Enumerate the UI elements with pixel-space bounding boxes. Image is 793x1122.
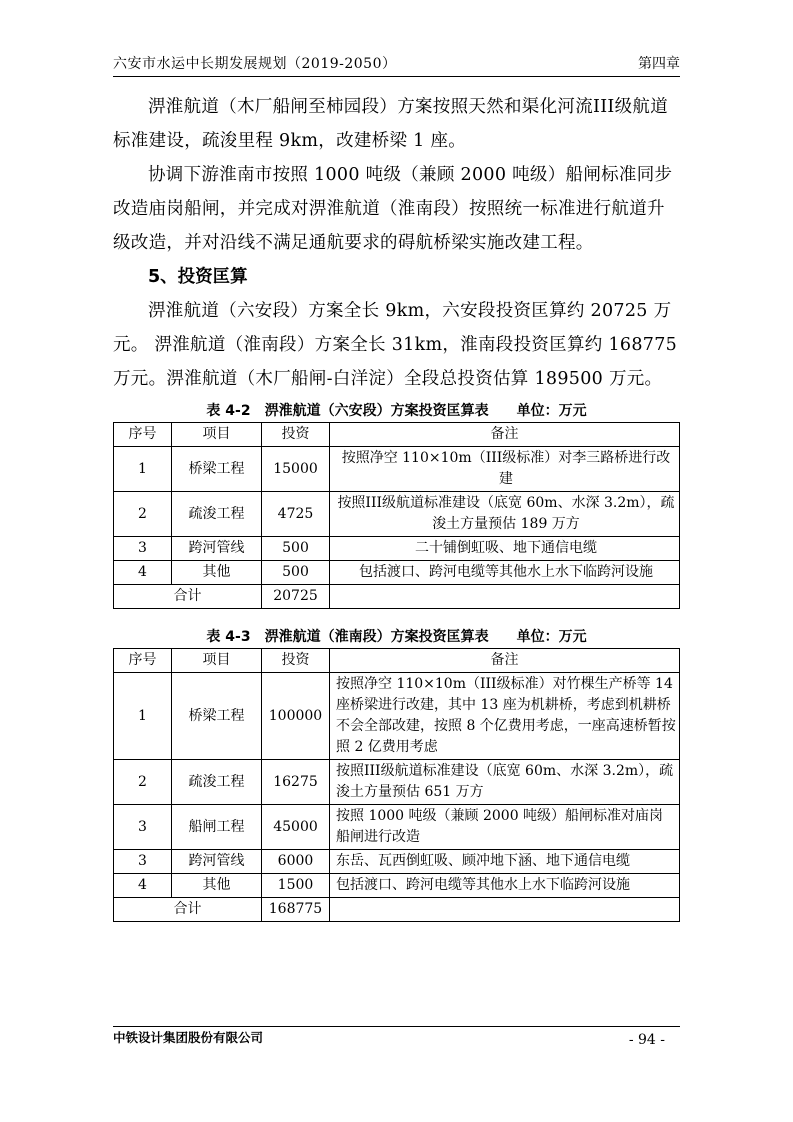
cell-item: 疏浚工程 xyxy=(172,760,262,805)
cell-note: 按照净空 110×10m（III级标准）对李三路桥进行改建 xyxy=(330,447,680,492)
table-total-row xyxy=(114,898,680,922)
col-header-item: 项目 xyxy=(172,423,262,447)
cell-no: 2 xyxy=(114,492,172,537)
cell-no: 3 xyxy=(114,805,172,850)
table-row xyxy=(114,447,680,492)
cell-no: 4 xyxy=(114,874,172,898)
cell-note: 东岳、瓦西倒虹吸、顾冲地下涵、地下通信电缆 xyxy=(330,850,680,874)
col-header-no: 序号 xyxy=(114,423,172,447)
cell-no: 3 xyxy=(114,537,172,561)
cell-item: 桥梁工程 xyxy=(172,447,262,492)
total-label: 合计 xyxy=(114,898,262,922)
cell-no: 4 xyxy=(114,561,172,585)
company-name: 中铁设计集团股份有限公司 xyxy=(113,1030,264,1045)
col-header-amount: 投资 xyxy=(262,649,330,673)
chapter-label: 第四章 xyxy=(638,56,680,72)
cell-no: 1 xyxy=(114,673,172,760)
col-header-note: 备注 xyxy=(330,649,680,673)
cell-item: 其他 xyxy=(172,874,262,898)
cell-note: 按照净空 110×10m（III级标准）对竹棵生产桥等 14 座桥梁进行改建，其中 13 座为机耕桥，考虑到机耕桥不会全部改建，按照 8 个亿费用考虑，一座高速桥暂按照 2 亿费用考虑 xyxy=(330,673,680,760)
table-row xyxy=(114,673,680,760)
cell-amount: 500 xyxy=(262,561,330,585)
cell-note: 包括渡口、跨河电缆等其他水上水下临跨河设施 xyxy=(330,561,680,585)
total-note-empty xyxy=(330,898,680,922)
paragraph-3: 淠淮航道（六安段）方案全长 9km，六安段投资匡算约 20725 万元。 淠淮航道（淮南段）方案全长 31km，淮南段投资匡算约 168775 万元。淠淮航道（木厂船闸-白洋淀）全段总投资估算 189500 万元。 xyxy=(113,301,678,389)
total-amount: 20725 xyxy=(262,585,330,609)
col-header-item: 项目 xyxy=(172,649,262,673)
investment-table-huainan xyxy=(113,648,680,922)
cell-amount: 500 xyxy=(262,537,330,561)
cell-item: 跨河管线 xyxy=(172,850,262,874)
cell-item: 其他 xyxy=(172,561,262,585)
header-divider xyxy=(113,76,680,77)
table-row xyxy=(114,874,680,898)
total-label: 合计 xyxy=(114,585,262,609)
table-caption-1: 表 4-2 淠淮航道（六安段）方案投资匡算表 单位：万元 xyxy=(206,403,587,419)
section-heading: 5、投资匡算 xyxy=(148,267,248,287)
cell-note: 按照III级航道标准建设（底宽 60m、水深 3.2m），疏浚土方量预估 189 万方 xyxy=(330,492,680,537)
table-row xyxy=(114,850,680,874)
cell-note: 二十铺倒虹吸、地下通信电缆 xyxy=(330,537,680,561)
col-header-no: 序号 xyxy=(114,649,172,673)
page-body xyxy=(113,90,680,922)
investment-table-luan xyxy=(113,422,680,609)
document-title: 六安市水运中长期发展规划（2019-2050） xyxy=(113,56,397,72)
cell-no: 2 xyxy=(114,760,172,805)
table-total-row xyxy=(114,585,680,609)
col-header-amount: 投资 xyxy=(262,423,330,447)
total-note-empty xyxy=(330,585,680,609)
cell-amount: 6000 xyxy=(262,850,330,874)
table-header-row xyxy=(114,649,680,673)
cell-no: 1 xyxy=(114,447,172,492)
cell-item: 桥梁工程 xyxy=(172,673,262,760)
cell-note: 包括渡口、跨河电缆等其他水上水下临跨河设施 xyxy=(330,874,680,898)
cell-no: 3 xyxy=(114,850,172,874)
table-row xyxy=(114,805,680,850)
cell-amount: 16275 xyxy=(262,760,330,805)
cell-item: 疏浚工程 xyxy=(172,492,262,537)
table-caption-2: 表 4-3 淠淮航道（淮南段）方案投资匡算表 单位：万元 xyxy=(206,629,587,645)
cell-amount: 15000 xyxy=(262,447,330,492)
cell-amount: 1500 xyxy=(262,874,330,898)
table-header-row xyxy=(114,423,680,447)
page-header xyxy=(113,50,680,74)
cell-item: 跨河管线 xyxy=(172,537,262,561)
table-row xyxy=(114,537,680,561)
cell-note: 按照 1000 吨级（兼顾 2000 吨级）船闸标准对庙岗船闸进行改造 xyxy=(330,805,680,850)
cell-amount: 45000 xyxy=(262,805,330,850)
table-row xyxy=(114,760,680,805)
paragraph-1: 淠淮航道（木厂船闸至柿园段）方案按照天然和渠化河流III级航道标准建设，疏浚里程 9km，改建桥梁 1 座。 xyxy=(113,97,669,151)
table-row xyxy=(114,561,680,585)
cell-amount: 100000 xyxy=(262,673,330,760)
table-row xyxy=(114,492,680,537)
total-amount: 168775 xyxy=(262,898,330,922)
footer-divider xyxy=(113,1026,680,1027)
cell-note: 按照III级航道标准建设（底宽 60m、水深 3.2m），疏浚土方量预估 651 万方 xyxy=(330,760,680,805)
paragraph-2: 协调下游淮南市按照 1000 吨级（兼顾 2000 吨级）船闸标准同步改造庙岗船闸，并完成对淠淮航道（淮南段）按照统一标准进行航道升级改造，并对沿线不满足通航要求的碍航桥梁实施改建工程。 xyxy=(113,165,673,253)
cell-amount: 4725 xyxy=(262,492,330,537)
col-header-note: 备注 xyxy=(330,423,680,447)
cell-item: 船闸工程 xyxy=(172,805,262,850)
page-number: - 94 - xyxy=(628,1032,665,1048)
